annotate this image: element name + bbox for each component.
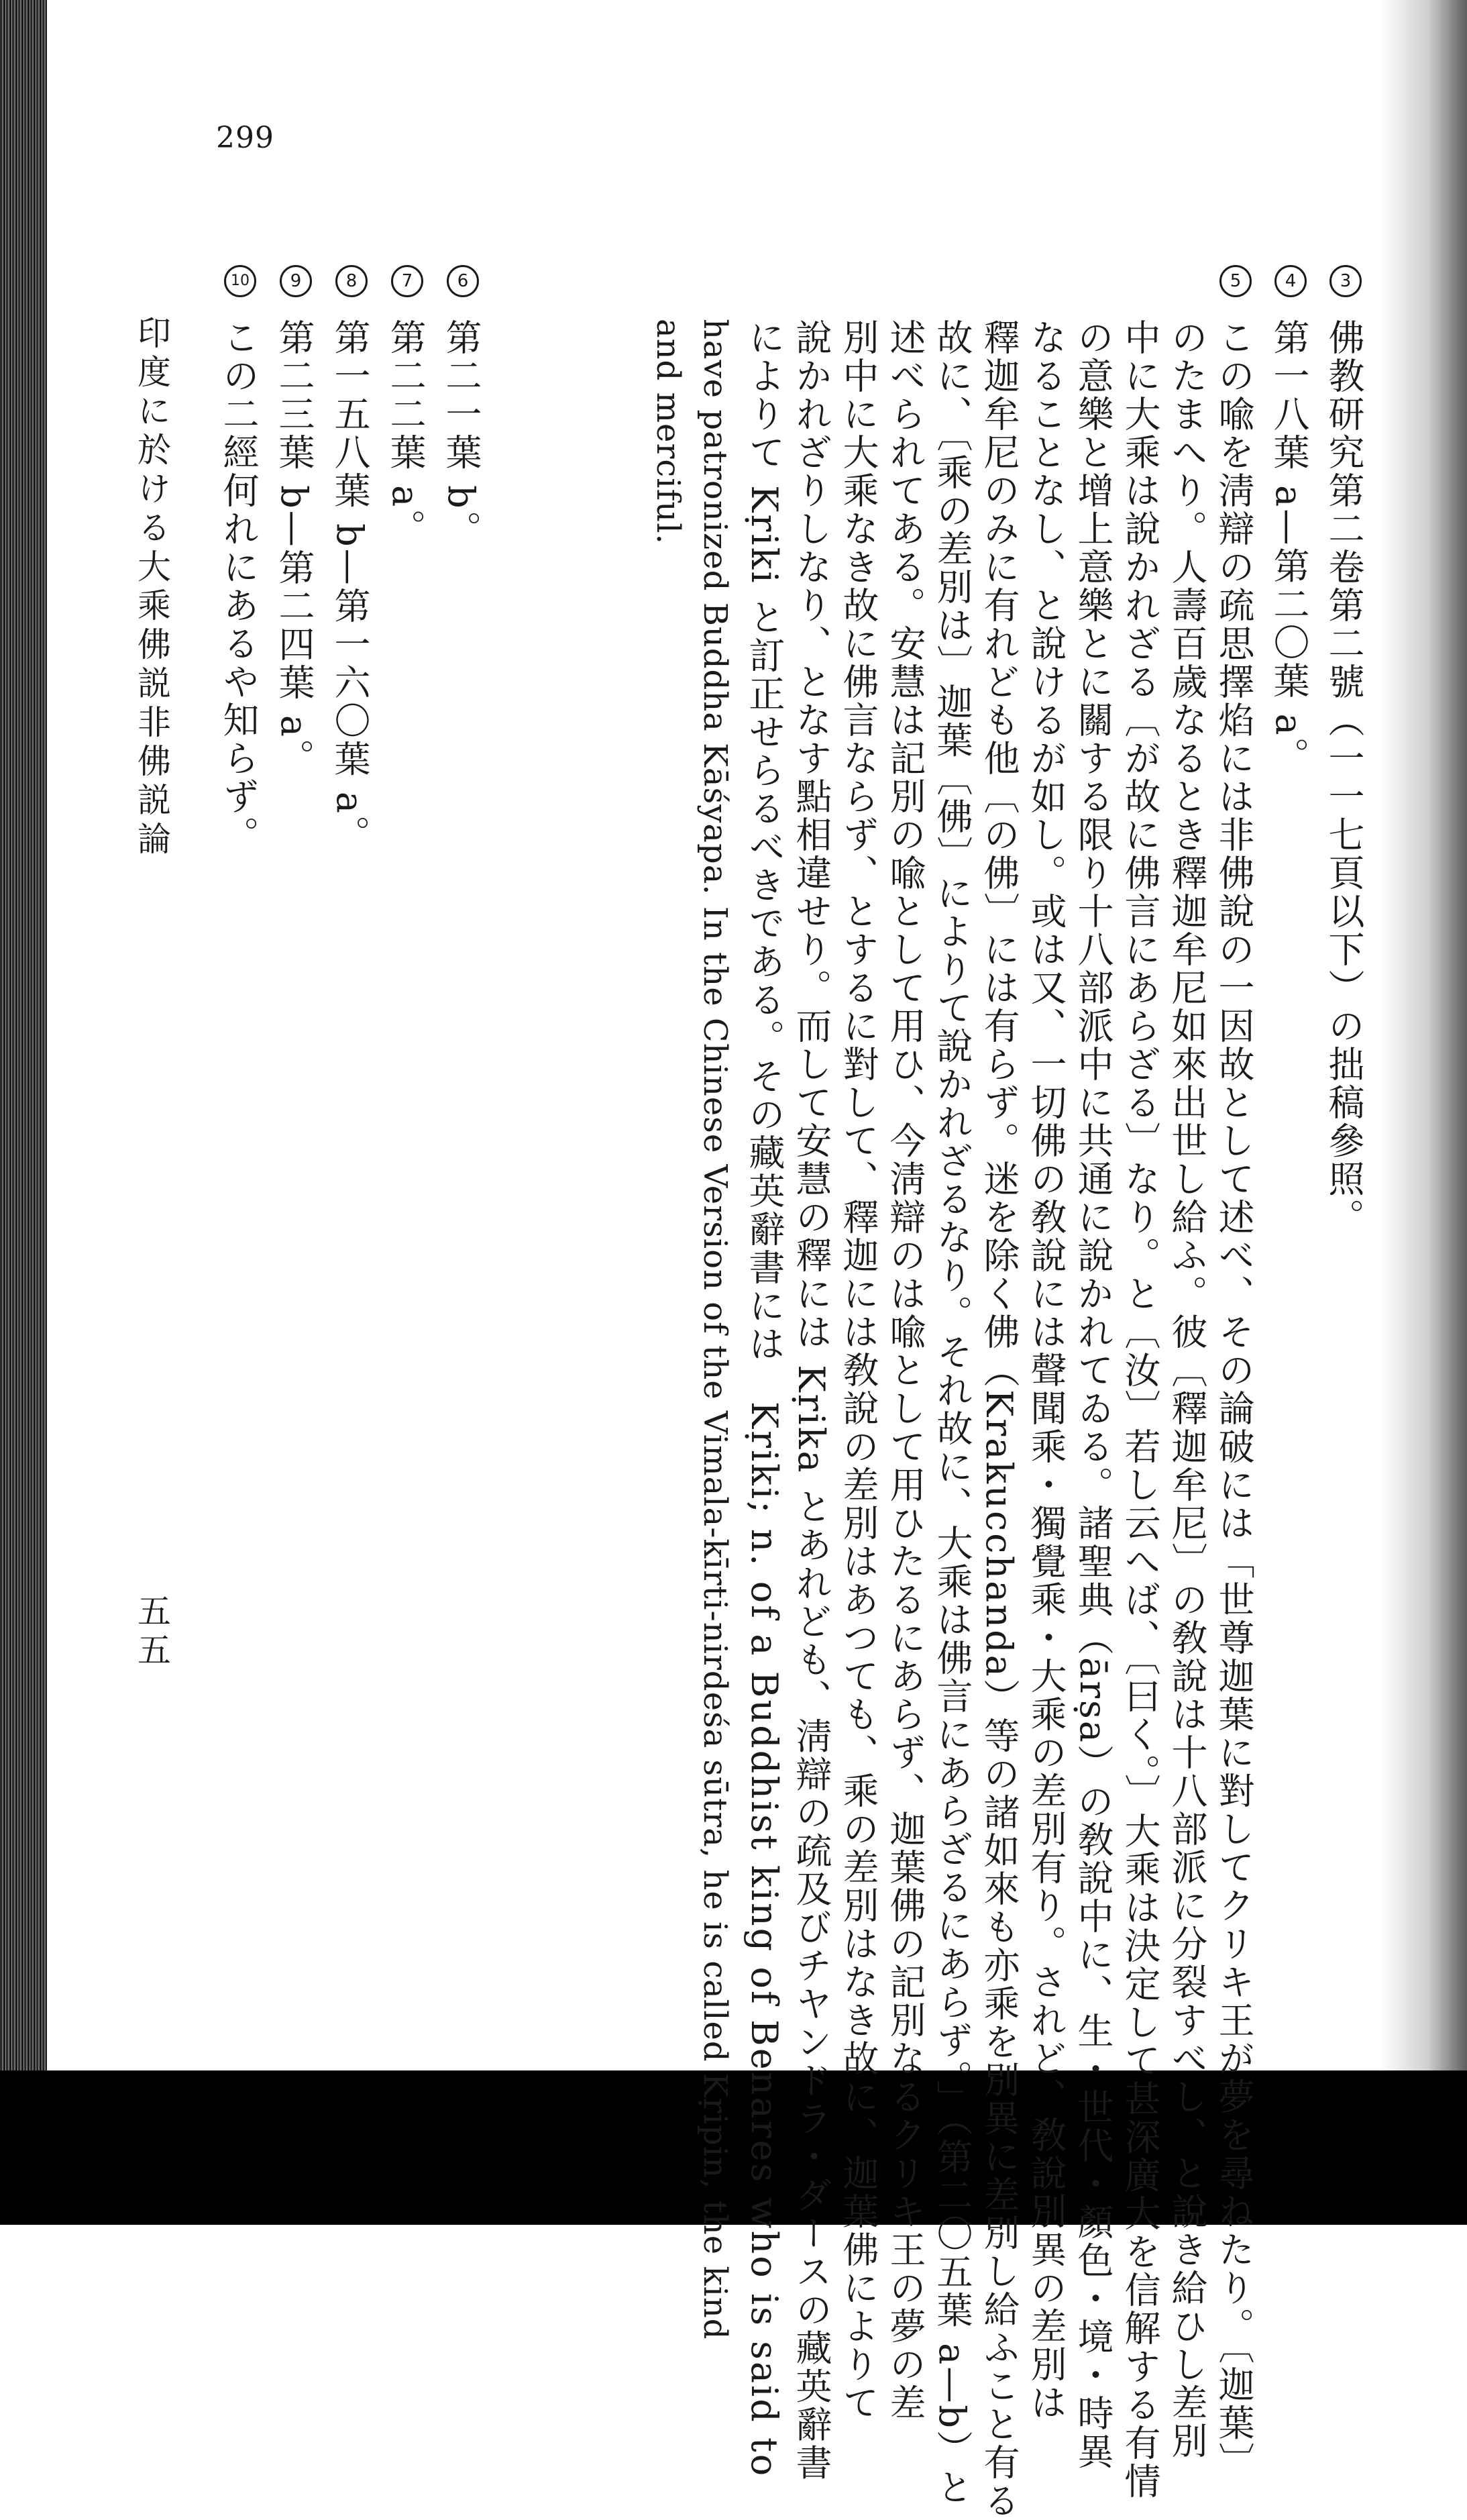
note-5-line-9: 別中に大乘なき故に佛言ならず、とするに對して、釋迦には敎說の差別はあつても、乘の差別はなき故に、迦葉佛によりて [837, 319, 879, 2422]
note-8-line-1: 第一五八葉 b—第一六〇葉 a。 [329, 319, 371, 854]
note-marker-8: 8 [335, 265, 368, 297]
note-marker-10: 10 [224, 265, 256, 297]
note-5-line-6: 釋迦牟尼のみに有れども他〔の佛〕には有らず。迷を除く佛（Krakucchanda）等の諸如來も亦乘を別異に差別し給ふこと有る [978, 319, 1020, 2520]
note-7-line-1: 第二二葉 a。 [384, 319, 427, 547]
note-5-line-10: 說かれざりしなり、となす點相違せり。而して安慧の釋には Kṛika とあれども、淸辯の疏及びチヤンドラ・ダースの藏英辭書 [790, 319, 832, 2482]
running-title: 印度に於ける大乘佛説非佛説論 [132, 315, 171, 860]
book-spine-edge [0, 0, 47, 2225]
note-5-line-12: have patronized Buddha Kāśyapa. In the Chinese Version of the Vimala-kīrti-nirdeśa sūtra, he is called Kṛipin, the kind [696, 319, 734, 2340]
note-5-line-13: and merciful. [649, 319, 687, 545]
note-5-line-3: 中に大乘は說かれざる〔が故に佛言にあらざる〕なり。と〔汝〕若し云へば、〔曰く。〕大乘は決定して甚深廣大を信解する有情 [1119, 319, 1161, 2501]
page-curl-shadow [1380, 0, 1467, 2225]
note-9-line-1: 第二三葉 b—第二四葉 a。 [273, 319, 315, 778]
note-marker-7: 7 [391, 265, 423, 297]
note-marker-3: 3 [1329, 265, 1362, 297]
note-5-line-1: この喩を淸辯の疏思擇焰には非佛說の一因故として述べ、その論破には「世尊迦葉に對してクリキ王が夢を尋ねたり。〔迦葉〕 [1213, 319, 1255, 2480]
note-5-line-2: のたまへり。人壽百歲なるとき釋迦牟尼如來出世し給ふ。彼〔釋迦牟尼〕の敎說は十八部派に分裂すべし、と說き給ひし差別 [1166, 319, 1208, 2460]
note-10-line-1: この二經何れにあるや知らず。 [217, 319, 260, 854]
note-5-line-8: 述べられてある。安慧は記別の喩として用ひ、今淸辯のは喩として用ひたるにあらず、迦葉佛の記別なるクリキ王の夢の差 [884, 319, 926, 2422]
note-5-line-5: なることなし、と說けるが如し。或は又、一切佛の敎說には聲聞乘・獨覺乘・大乘の差別有り。されど、敎說別異の差別は [1025, 319, 1067, 2422]
note-marker-6: 6 [447, 265, 479, 297]
footer-page-number: 五五 [132, 1593, 171, 1671]
note-5-line-11: によりて Kṛiki と訂正せらるべきである。その藏英辭書には Kṛiki; n. of a Buddhist king of Benares who is said to [743, 319, 785, 2478]
note-marker-5: 5 [1219, 265, 1252, 297]
page-number: 299 [216, 121, 274, 155]
note-6-line-1: 第二一葉 b。 [440, 319, 482, 549]
note-5-line-4: の意樂と增上意樂とに關する限り十八部派中に共通に說かれてゐる。諸聖典（ārṣa）の敎說中に、生・世代・顏色・境・時異 [1072, 319, 1114, 2471]
note-4-line-1: 第一八葉 a—第二〇葉 a。 [1268, 319, 1310, 776]
note-5-line-7: 故に、〔乘の差別は〕迦葉〔佛〕によりて說かれざるなり。それ故に、大乘は佛言にあらざるにあらず。」（第二〇五葉 a—b）と [931, 319, 973, 2507]
note-marker-9: 9 [280, 265, 312, 297]
note-3-line-1: 佛教研究第二卷第二號（一一七頁以下）の拙稿參照。 [1323, 319, 1365, 1237]
note-marker-4: 4 [1274, 265, 1307, 297]
